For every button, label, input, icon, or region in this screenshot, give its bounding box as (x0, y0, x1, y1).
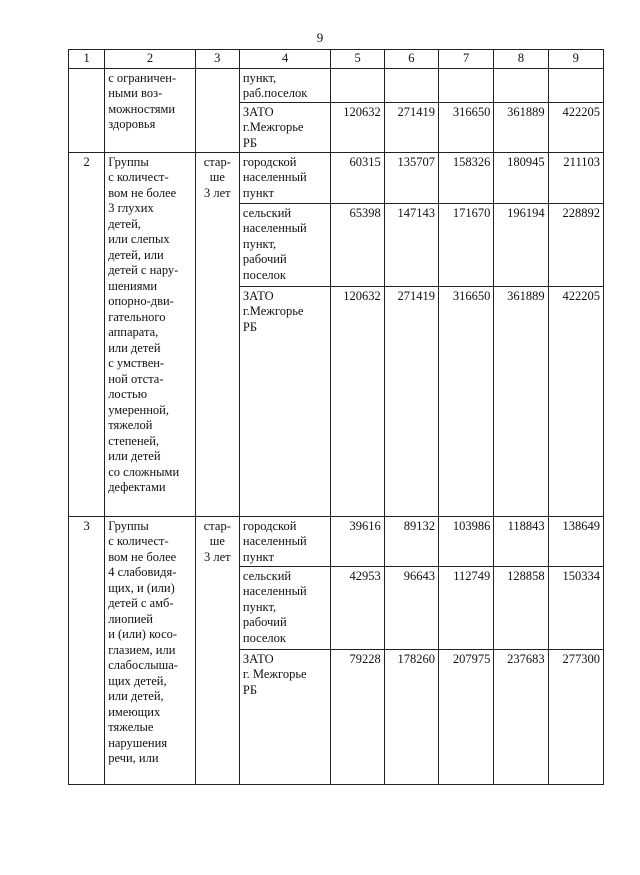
group-description-cell: Группы с количест- вом не более 3 глухих детей, или слепых детей, или детей с нару- шениями опорно-дви- гательного аппарата, или детей с умствен- ной отста- лостью умеренной, тяжелой степеней, или детей со сложными дефектами (105, 152, 196, 516)
header-cell: 5 (331, 50, 384, 69)
value-cell: 135707 (384, 152, 438, 203)
header-cell: 8 (494, 50, 548, 69)
settlement-type-cell: ЗАТО г. Межгорье РБ (239, 649, 331, 784)
table-row (69, 68, 604, 102)
settlement-type-cell: ЗАТО г.Межгорье РБ (239, 286, 331, 516)
group-description-cell: с ограничен- ными воз- можностями здоровья (105, 68, 196, 152)
group-description-cell: Группы с количест- вом не более 4 слабовидя- щих, и (или) детей с амб- лиопией и (или) косо- глазием, или слабослыша- щих детей, или детей, имеющих тяжелые нарушения речи, или (105, 516, 196, 784)
value-cell: 79228 (331, 649, 384, 784)
header-row (69, 50, 604, 69)
value-cell: 120632 (331, 286, 384, 516)
value-cell: 316650 (439, 102, 494, 152)
header-cell: 7 (439, 50, 494, 69)
header-cell: 2 (105, 50, 196, 69)
value-cell: 128858 (494, 566, 548, 649)
settlement-type-cell: городской населенный пункт (239, 516, 331, 566)
header-cell: 9 (548, 50, 603, 69)
value-cell: 60315 (331, 152, 384, 203)
value-cell (439, 68, 494, 102)
value-cell: 196194 (494, 203, 548, 286)
value-cell (548, 68, 603, 102)
value-cell: 207975 (439, 649, 494, 784)
value-cell: 158326 (439, 152, 494, 203)
value-cell: 171670 (439, 203, 494, 286)
value-cell: 271419 (384, 286, 438, 516)
settlement-type-cell: пункт, раб.поселок (239, 68, 331, 102)
age-cell: стар- ше 3 лет (195, 152, 239, 516)
settlement-type-cell: сельский населенный пункт, рабочий поселок (239, 566, 331, 649)
value-cell: 228892 (548, 203, 603, 286)
age-cell: стар- ше 3 лет (195, 516, 239, 784)
table-row (69, 152, 604, 203)
row-number-cell (69, 68, 105, 152)
value-cell: 96643 (384, 566, 438, 649)
row-number-cell: 3 (69, 516, 105, 784)
value-cell: 150334 (548, 566, 603, 649)
value-cell: 118843 (494, 516, 548, 566)
value-cell: 422205 (548, 102, 603, 152)
value-cell: 271419 (384, 102, 438, 152)
header-cell: 6 (384, 50, 438, 69)
value-cell: 138649 (548, 516, 603, 566)
value-cell: 89132 (384, 516, 438, 566)
value-cell: 112749 (439, 566, 494, 649)
value-cell: 147143 (384, 203, 438, 286)
settlement-type-cell: сельский населенный пункт, рабочий поселок (239, 203, 331, 286)
page-number: 9 (316, 30, 324, 45)
row-number-cell: 2 (69, 152, 105, 516)
value-cell: 237683 (494, 649, 548, 784)
value-cell (494, 68, 548, 102)
value-cell: 361889 (494, 102, 548, 152)
value-cell: 316650 (439, 286, 494, 516)
value-cell: 422205 (548, 286, 603, 516)
value-cell: 42953 (331, 566, 384, 649)
value-cell: 361889 (494, 286, 548, 516)
value-cell: 277300 (548, 649, 603, 784)
value-cell: 103986 (439, 516, 494, 566)
age-cell (195, 68, 239, 152)
header-cell: 1 (69, 50, 105, 69)
header-cell: 3 (195, 50, 239, 69)
value-cell: 211103 (548, 152, 603, 203)
value-cell: 39616 (331, 516, 384, 566)
value-cell: 178260 (384, 649, 438, 784)
cost-table (68, 49, 604, 785)
value-cell (331, 68, 384, 102)
value-cell: 120632 (331, 102, 384, 152)
value-cell: 65398 (331, 203, 384, 286)
value-cell (384, 68, 438, 102)
header-cell: 4 (239, 50, 331, 69)
settlement-type-cell: городской населенный пункт (239, 152, 331, 203)
table-row (69, 516, 604, 566)
value-cell: 180945 (494, 152, 548, 203)
settlement-type-cell: ЗАТО г.Межгорье РБ (239, 102, 331, 152)
